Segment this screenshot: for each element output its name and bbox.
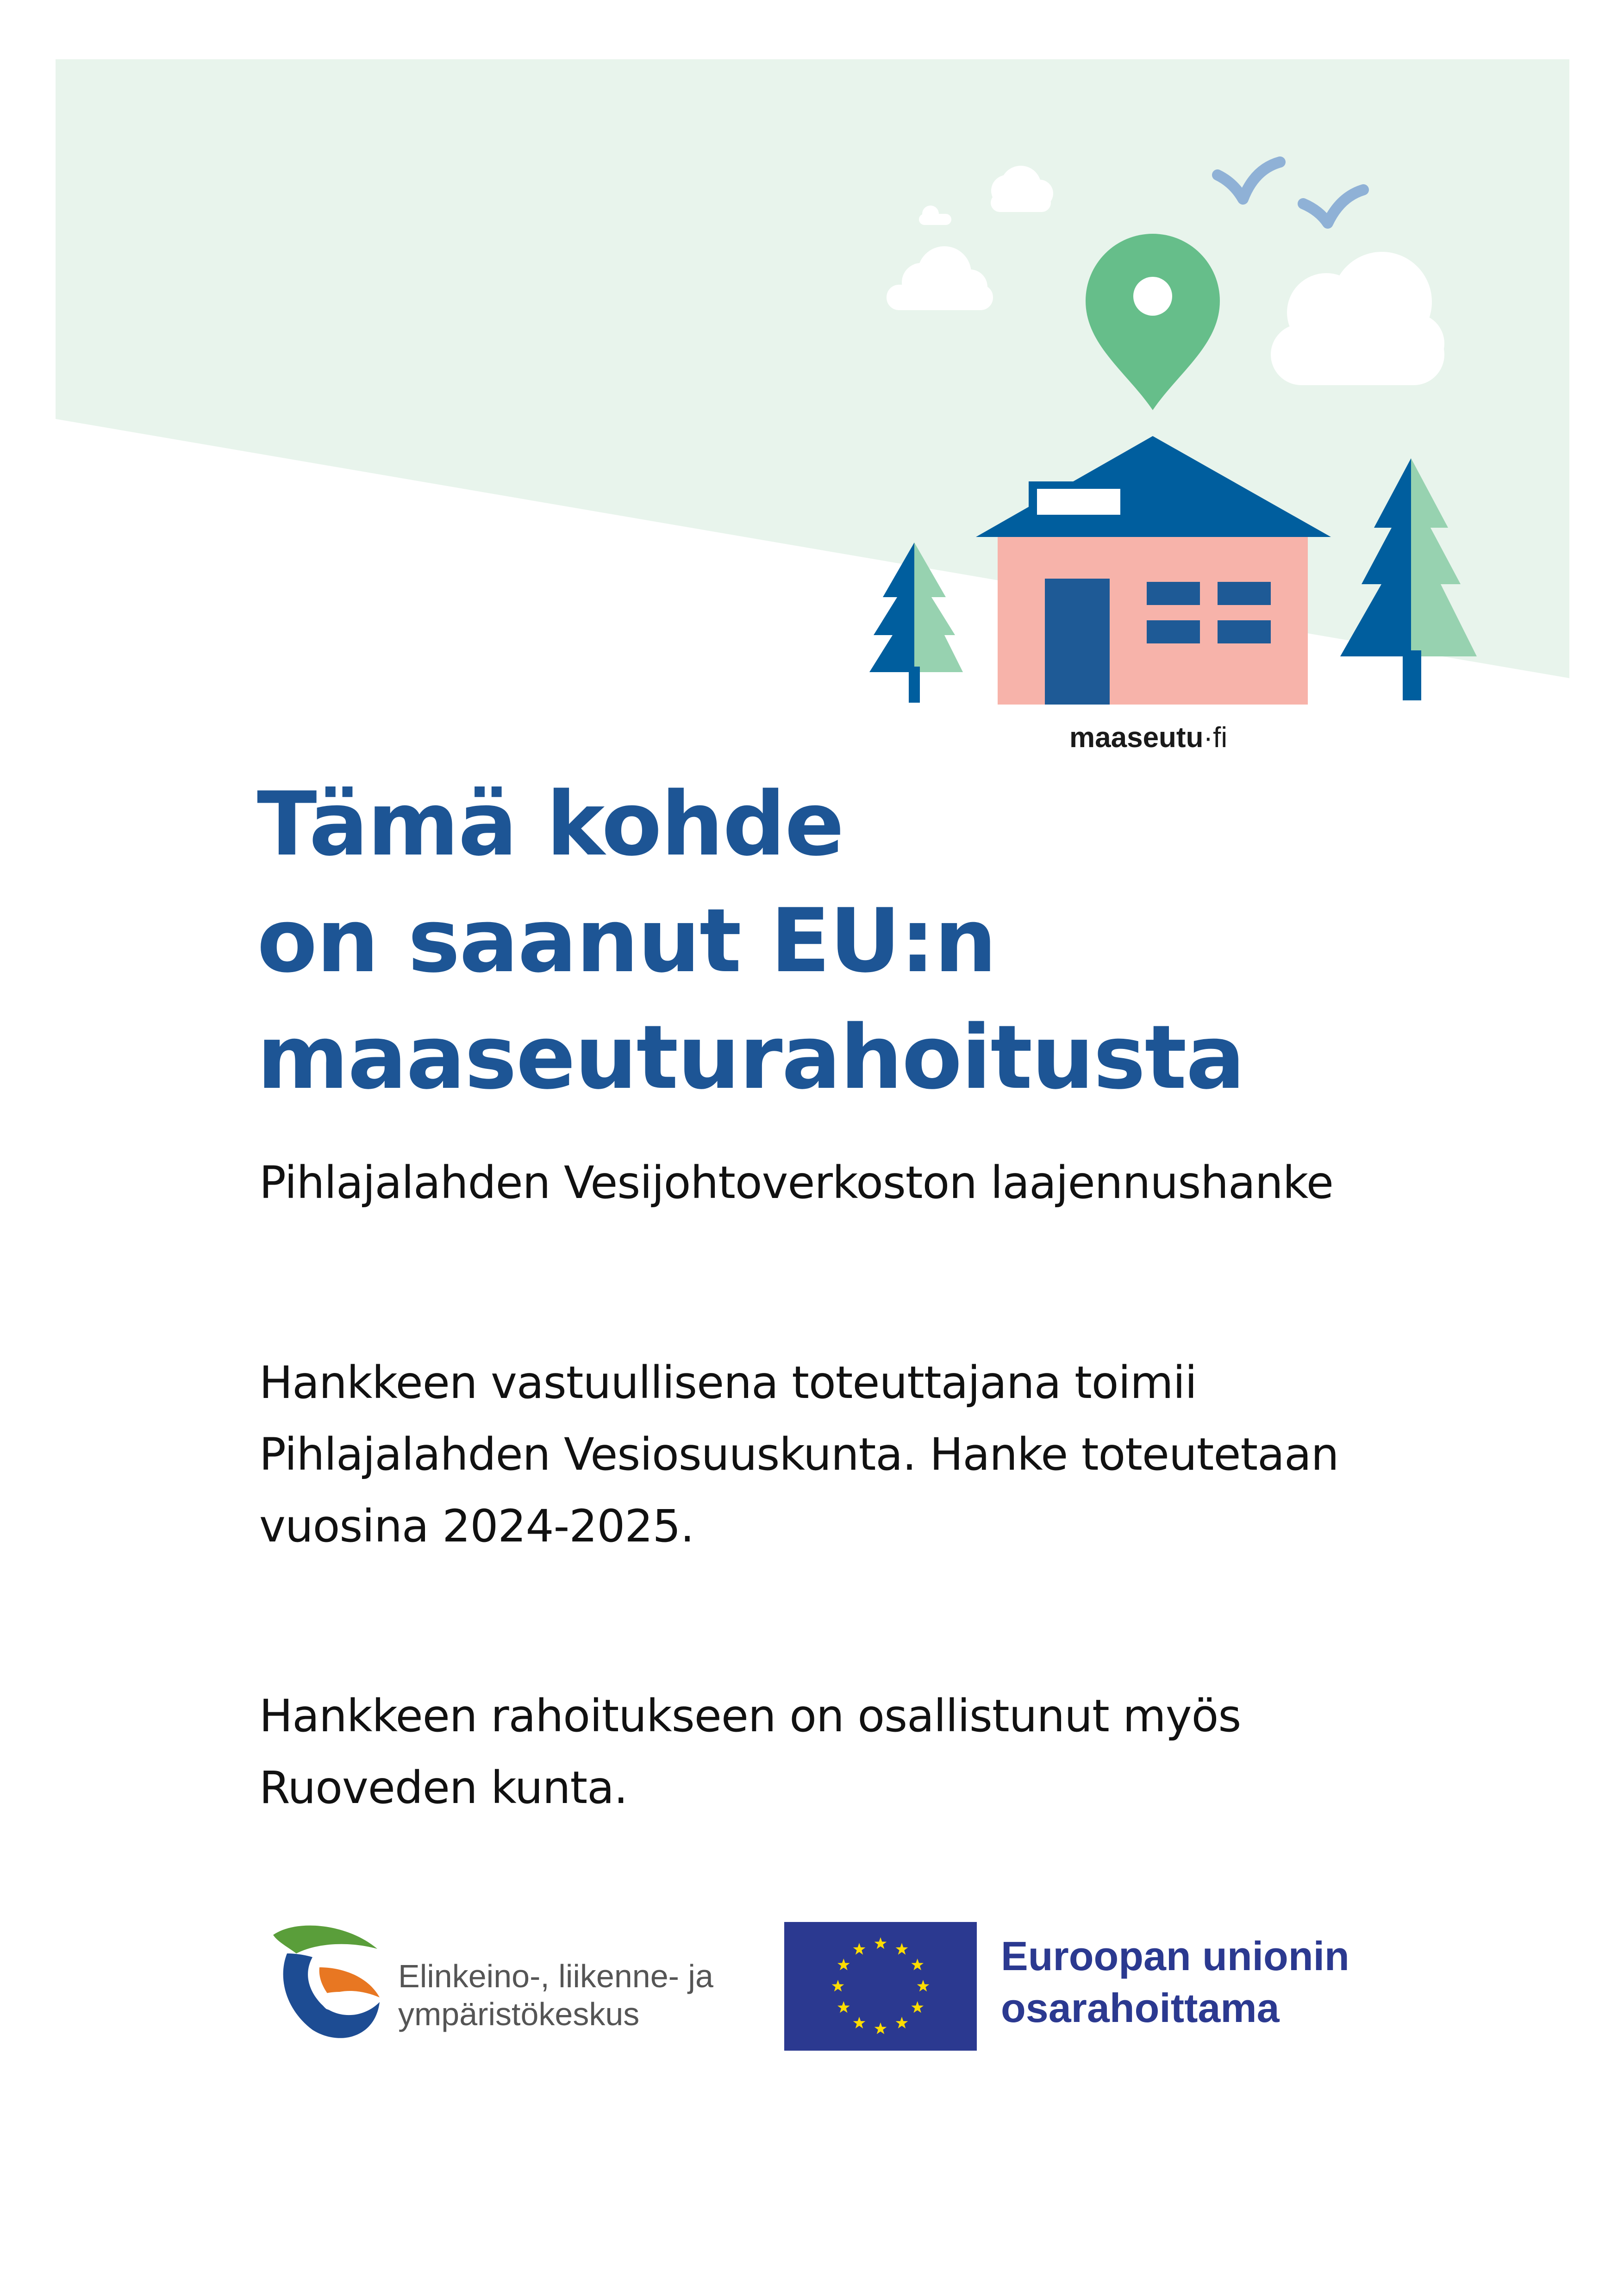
implementer-line-2: Pihlajalahden Vesiosuuskunta. Hanke toteutetaan (259, 1429, 1339, 1480)
headline-line-1: Tämä kohde (257, 773, 843, 875)
maaseutu-logo-tld: fi (1213, 722, 1228, 754)
cofunding-paragraph (259, 1680, 1241, 1824)
headline (257, 766, 1244, 1116)
eu-logo-line-2: osarahoittama (1001, 1985, 1280, 2031)
headline-line-2: on saanut EU:n (257, 890, 996, 992)
ely-logo-line-1: Elinkeino-, liikenne- ja (398, 1958, 713, 1994)
maaseutu-logo-name: maaseutu (1069, 722, 1204, 754)
ely-logo-text (398, 1957, 713, 2033)
implementer-line-1: Hankkeen vastuullisena toteuttajana toimii (259, 1357, 1197, 1409)
eu-logo-line-1: Euroopan unionin (1001, 1933, 1349, 1979)
implementer-paragraph (259, 1347, 1339, 1562)
eu-logo-text (1001, 1930, 1349, 2034)
headline-line-3: maaseuturahoitusta (257, 1006, 1244, 1109)
maaseutu-logo-dot: · (1203, 722, 1213, 754)
cofunding-line-1: Hankkeen rahoitukseen on osallistunut myös (259, 1690, 1241, 1742)
hero-illustration (0, 0, 1624, 787)
project-title (259, 1147, 1333, 1219)
cofunding-line-2: Ruoveden kunta. (259, 1762, 628, 1814)
eu-flag-icon (784, 1922, 977, 2051)
maaseutu-logo (1069, 721, 1227, 754)
project-title-text: Pihlajalahden Vesijohtoverkoston laajennushanke (259, 1157, 1333, 1209)
ely-logo-line-2: ympäristökeskus (398, 1996, 640, 2032)
implementer-line-3: vuosina 2024-2025. (259, 1500, 694, 1552)
